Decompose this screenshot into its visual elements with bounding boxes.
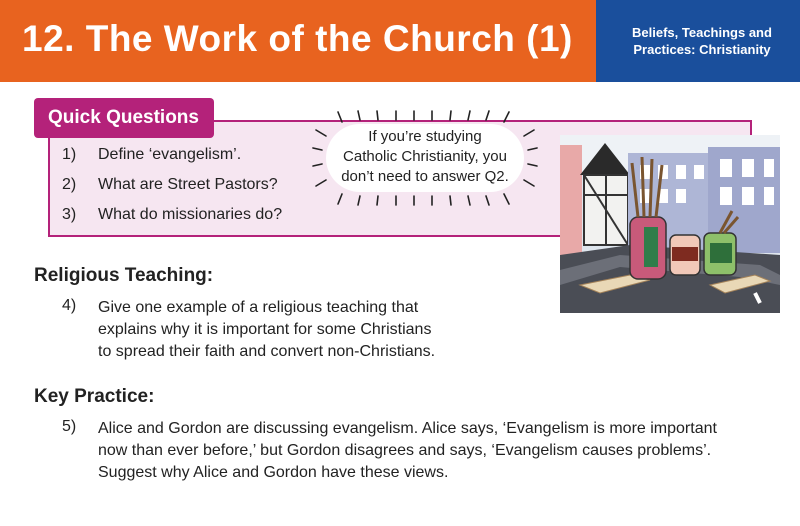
callout-line-3: don’t need to answer Q2. — [341, 168, 509, 185]
illustration — [560, 135, 780, 313]
question-5-line-3: Suggest why Alice and Gordon have these views. — [98, 464, 449, 481]
callout-text — [326, 127, 524, 187]
quick-questions-label: Quick Questions — [48, 107, 199, 128]
question-number: 2) — [62, 176, 77, 193]
question-number: 1) — [62, 146, 77, 163]
question-text: What are Street Pastors? — [98, 176, 278, 193]
street-jars-illustration-icon — [560, 135, 780, 313]
subject-line-2: Practices: Christianity — [633, 42, 771, 57]
subject-line-1: Beliefs, Teachings and — [632, 25, 772, 40]
page-title: 12. The Work of the Church (1) — [22, 18, 573, 59]
question-4-text — [98, 297, 435, 363]
question-5-line-2: now than ever before,’ but Gordon disagrees and says, ‘Evangelism causes problems’. — [98, 442, 712, 459]
key-practice-heading: Key Practice: — [34, 386, 155, 407]
quick-question-2 — [62, 176, 278, 194]
callout-line-1: If you’re studying — [368, 128, 482, 145]
callout-bubble — [312, 110, 538, 206]
question-number: 3) — [62, 206, 77, 223]
quick-question-3 — [62, 206, 282, 224]
callout-line-2: Catholic Christianity, you — [343, 148, 507, 165]
question-5-line-1: Alice and Gordon are discussing evangelism. Alice says, ‘Evangelism is more important — [98, 420, 717, 437]
question-text: What do missionaries do? — [98, 206, 283, 223]
question-4-line-3: to spread their faith and convert non-Christians. — [98, 343, 436, 360]
question-text: Define ‘evangelism’. — [98, 146, 242, 163]
question-5-number: 5) — [62, 418, 77, 435]
question-4-line-2: explains why it is important for some Christians — [98, 321, 432, 338]
question-4-line-1: Give one example of a religious teaching that — [98, 299, 419, 316]
question-4-number: 4) — [62, 297, 77, 314]
subject-label — [612, 24, 792, 58]
question-5-text — [98, 418, 717, 484]
quick-question-1 — [62, 146, 241, 164]
religious-teaching-heading: Religious Teaching: — [34, 265, 214, 286]
